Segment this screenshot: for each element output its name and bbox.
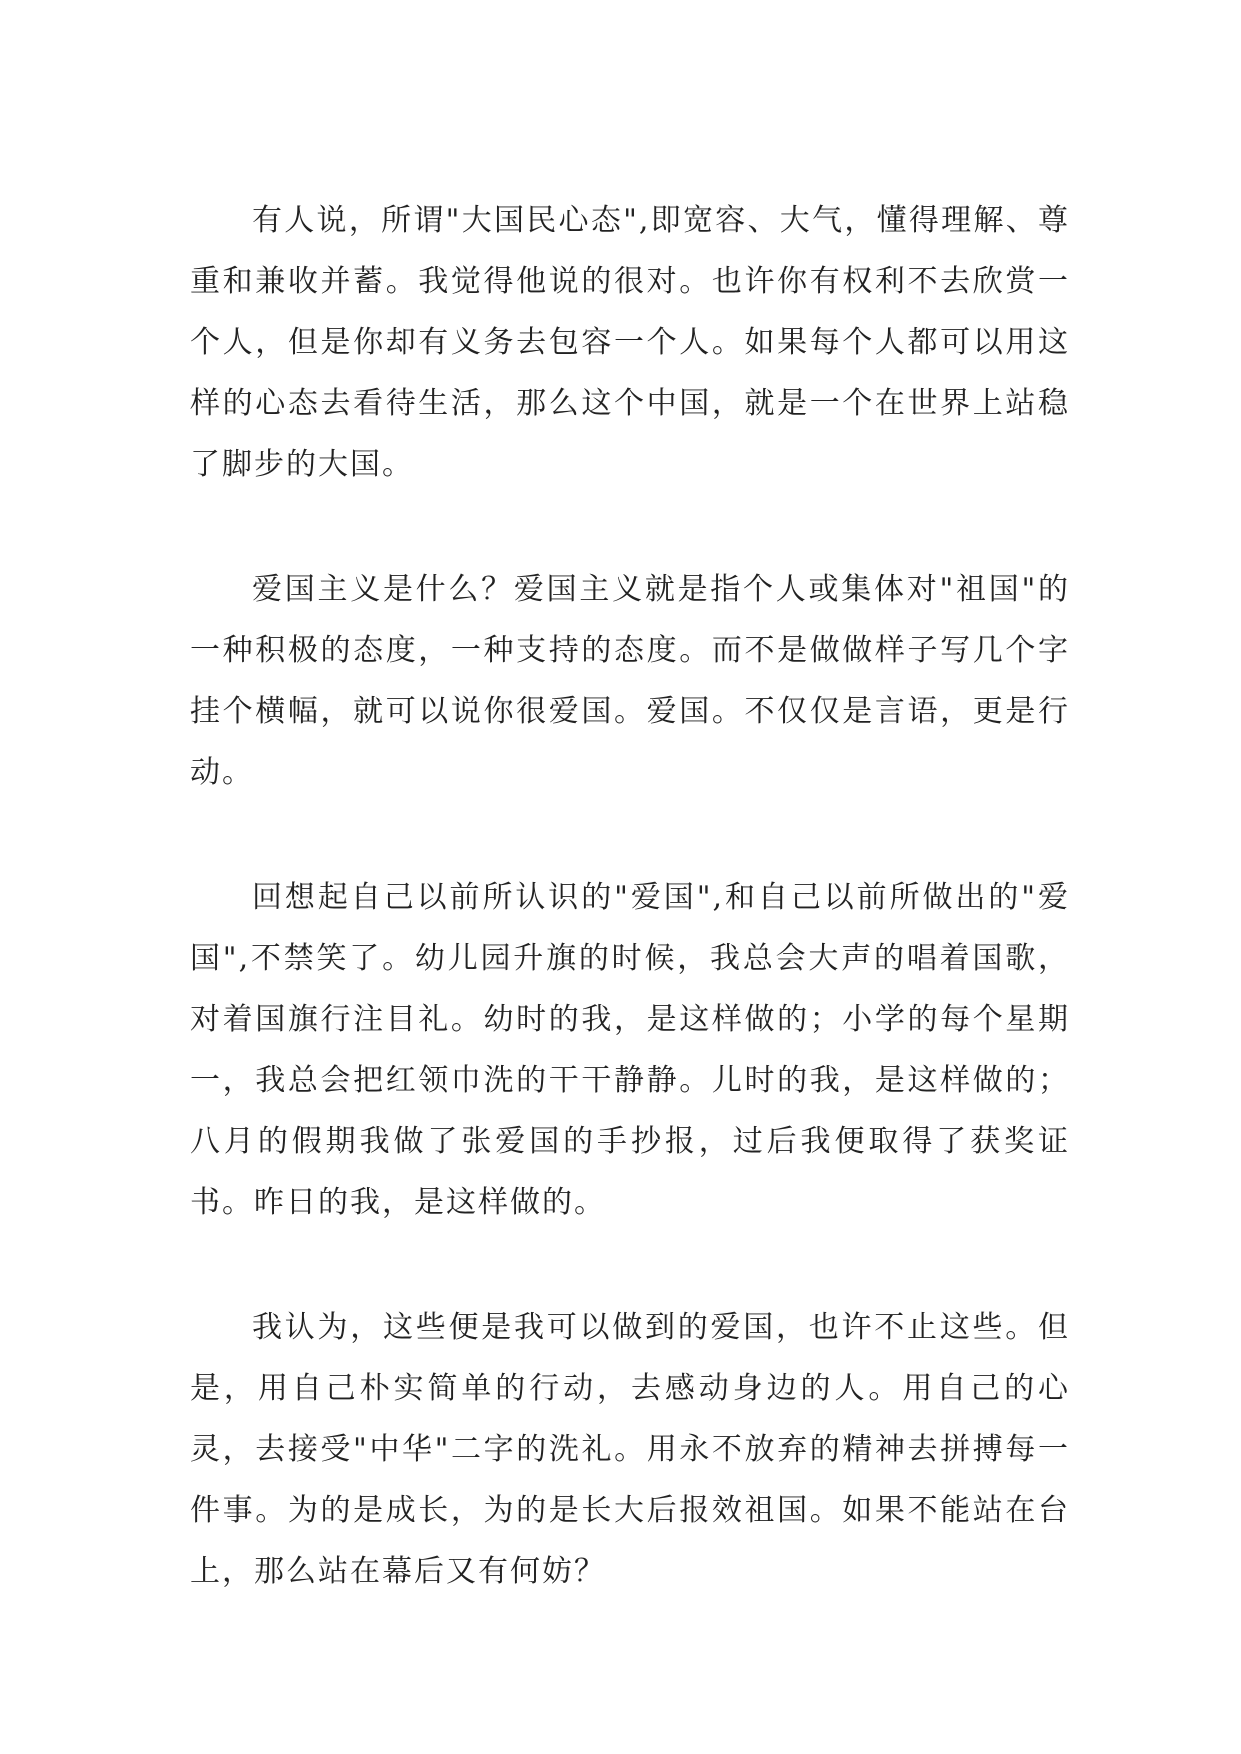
paragraph-2: 爱国主义是什么？爱国主义就是指个人或集体对"祖国"的一种积极的态度，一种支持的态度。而不是做做样子写几个字挂个横幅，就可以说你很爱国。爱国。不仅仅是言语，更是行动。 [190,572,1070,790]
paragraph-3: 回想起自己以前所认识的"爱国",和自己以前所做出的"爱国",不禁笑了。幼儿园升旗的时候，我总会大声的唱着国歌，对着国旗行注目礼。幼时的我，是这样做的；小学的每个星期一，我总会把红领巾洗的干干静静。儿时的我，是这样做的；八月的假期我做了张爱国的手抄报，过后我便取得了获奖证书。昨日的我，是这样做的。 [190,880,1070,1220]
document-body [190,190,1070,1666]
paragraph-1: 有人说，所谓"大国民心态",即宽容、大气，懂得理解、尊重和兼收并蓄。我觉得他说的很对。也许你有权利不去欣赏一个人，但是你却有义务去包容一个人。如果每个人都可以用这样的心态去看待生活，那么这个中国，就是一个在世界上站稳了脚步的大国。 [190,203,1070,482]
paragraph-4: 我认为，这些便是我可以做到的爱国，也许不止这些。但是，用自己朴实简单的行动，去感动身边的人。用自己的心灵，去接受"中华"二字的洗礼。用永不放弃的精神去拼搏每一件事。为的是成长，为的是长大后报效祖国。如果不能站在台上，那么站在幕后又有何妨？ [190,1310,1070,1589]
